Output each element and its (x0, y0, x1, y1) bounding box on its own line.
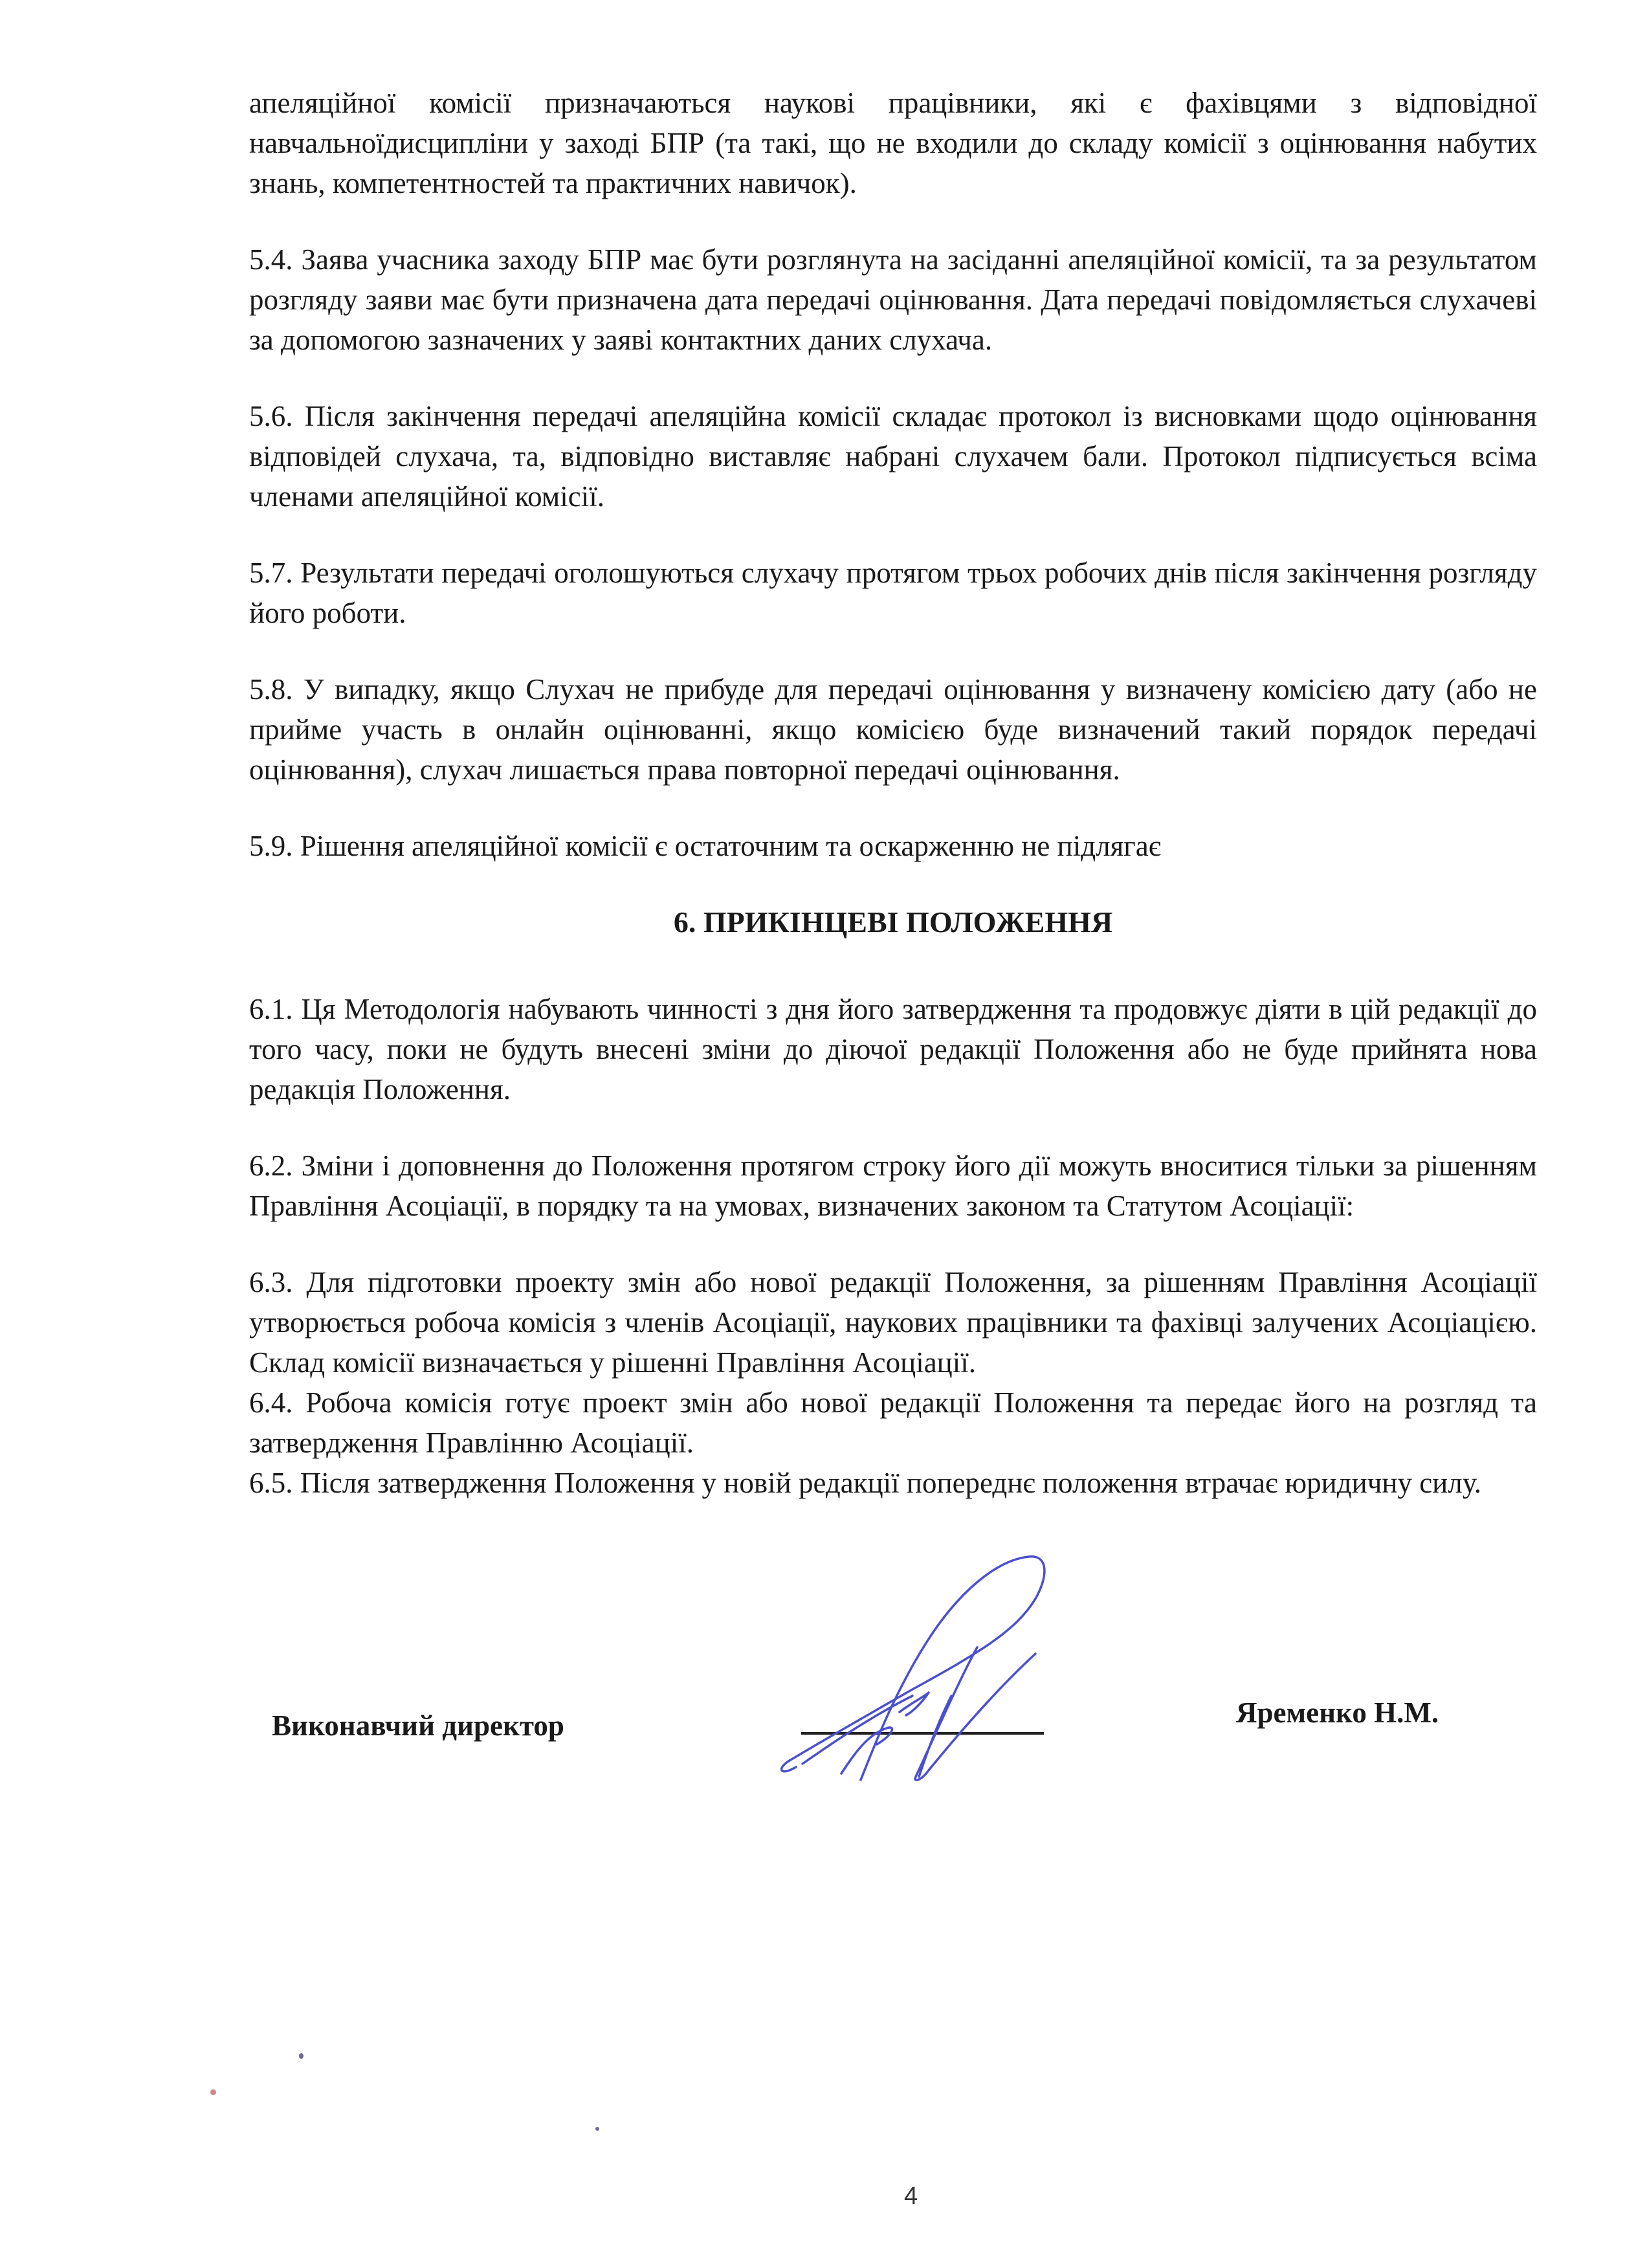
paragraph-5-9: 5.9. Рішення апеляційної комісії є остаточним та оскарженню не підлягає (249, 830, 1162, 862)
section-6-heading: 6. ПРИКІНЦЕВІ ПОЛОЖЕННЯ (673, 906, 1113, 939)
signatory-name: Яременко Н.М. (1236, 1696, 1439, 1729)
paragraph-5-7: 5.7. Результати передачі оголошуються слухачу протягом трьох робочих днів після закінчення розгляду його роботи. (249, 557, 1537, 629)
signature-stroke (782, 1557, 1045, 1780)
paragraph-5-6: 5.6. Після закінчення передачі апеляційна комісії складає протокол із висновками щодо оцінювання відповідей слухача, та, відповідно виставляє набрані слухачем бали. Протокол підписується всіма членами апеляційної комісії. (249, 400, 1537, 513)
signature-stroke (919, 1696, 951, 1777)
handwritten-signature (764, 1540, 1074, 1786)
paragraph-5-3-continued: апеляційної комісії призначаються наукові працівники, які є фахівцями з відповідної навчальноїдисципліни у заході БПР (та такі, що не входили до складу комісії з оцінювання набутих знань, компетентностей та практичних навичок). (249, 87, 1537, 199)
scan-speck (595, 2127, 599, 2131)
paragraph-5-4: 5.4. Заява учасника заходу БПР має бути розглянута на засіданні апеляційної комісії, та за результатом розгляду заяви має бути призначена дата передачі оцінювання. Дата передачі повідомляється слухачеві за допомогою зазначених у заяві контактних даних слухача. (249, 243, 1537, 356)
signature-stroke (900, 1693, 929, 1715)
document-body (249, 83, 1537, 1503)
paragraph-5-8: 5.8. У випадку, якщо Слухач не прибуде для передачі оцінювання у визначену комісією дату (або не прийме участь в онлайн оцінюванні, якщо комісією буде визначений такий порядок передачі оцінювання), слухач лишається права повторної передачі оцінювання. (249, 673, 1537, 786)
scan-speck (299, 2053, 304, 2059)
scan-speck (210, 2089, 216, 2095)
paragraph-6-4: 6.4. Робоча комісія готує проект змін або нової редакції Положення та передає його на розгляд та затвердження Правлінню Асоціації. (249, 1386, 1537, 1459)
paragraph-6-2: 6.2. Зміни і доповнення до Положення протягом строку його дії можуть вноситися тільки за рішенням Правління Асоціації, в порядку та на умовах, визначених законом та Статутом Асоціації: (249, 1150, 1537, 1222)
signature-stroke (841, 1728, 892, 1773)
paragraph-6-3: 6.3. Для підготовки проекту змін або нової редакції Положення, за рішенням Правління Асоціації утворюється робоча комісія з членів Асоціації, наукових працівники та фахівці залучених Асоціацією. Склад комісії визначається у рішенні Правління Асоціації. (249, 1266, 1537, 1379)
page-number: 4 (904, 2183, 918, 2210)
paragraph-6-5: 6.5. Після затвердження Положення у новій редакції попереднє положення втрачає юридичну силу. (249, 1467, 1481, 1499)
signature-stroke (915, 1647, 1035, 1780)
signatory-title: Виконавчий директор (272, 1709, 564, 1742)
paragraph-6-1: 6.1. Ця Методологія набувають чинності з дня його затвердження та продовжує діяти в цій редакції до того часу, поки не будуть внесені зміни до діючої редакції Положення або не буде прийнята нова редакція Положення. (249, 993, 1537, 1106)
signature-stroke (802, 1696, 912, 1764)
signature-line (801, 1732, 1044, 1735)
